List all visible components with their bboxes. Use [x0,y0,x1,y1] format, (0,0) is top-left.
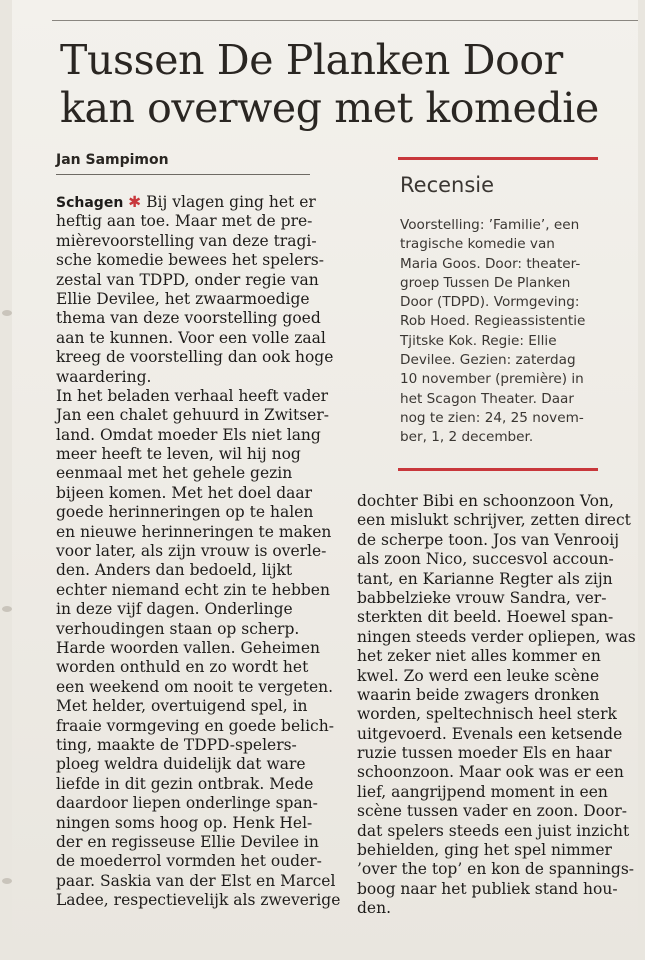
dateline: Schagen [56,195,124,211]
author-byline: Jan Sampimon [56,152,169,168]
body-line: paar. Saskia van der Elst en Marcel [56,871,336,890]
body-line: dat spelers steeds een juist inzicht [357,821,630,840]
review-box-line: Maria Goos. Door: theater- [400,255,581,272]
asterisk-icon: ✱ [128,193,142,211]
review-box-bottom-rule [398,468,598,471]
body-line: ’over the top’ en kon de spannings- [357,860,635,879]
review-box-top-rule [398,157,598,160]
body-line: in deze vijf dagen. Onderlinge [56,600,293,619]
body-line: bijeen komen. Met het doel daar [56,483,313,502]
top-rule [52,20,638,21]
body-line: scène tussen vader en zoon. Door- [357,802,628,821]
review-box-line: 10 november (première) in [400,371,584,388]
body-line: eenmaal met het gehele gezin [56,464,293,483]
body-line: der en regisseuse Ellie Devilee in [56,832,319,851]
body-line: verhoudingen staan op scherp. [56,619,300,638]
body-line: daardoor liepen onderlinge span- [56,794,318,813]
body-line: thema van deze voorstelling goed [56,309,321,328]
review-box-line: Rob Hoed. Regieassistentie [400,313,586,330]
body-line: worden onthuld en zo wordt het [56,658,309,677]
body-line: babbelzieke vrouw Sandra, ver- [357,588,607,607]
body-line: boog naar het publiek stand hou- [357,879,618,898]
body-line: sterkten dit beeld. Hoewel span- [357,608,614,627]
newspaper-clipping [12,0,638,960]
column-1-body [56,212,346,910]
article-column-2 [357,492,642,919]
body-line: waarin beide zwagers dronken [357,685,600,704]
body-line: ningen steeds verder opliepen, was [357,627,636,646]
body-line: het zeker niet alles kommer en [357,647,601,666]
article-column-1 [56,193,346,910]
body-line: aan te kunnen. Voor een volle zaal [56,328,326,347]
review-box-line: Tjitske Kok. Regie: Ellie [400,332,557,349]
body-line: den. [357,899,392,918]
review-box-line: Voorstelling: ’Familie’, een [400,217,580,233]
body-line: land. Omdat moeder Els niet lang [56,425,321,444]
body-line: sche komedie bewees het spelers- [56,251,324,270]
body-line: als zoon Nico, succesvol accoun- [357,550,614,569]
body-line: voor later, als zijn vrouw is overle- [56,542,327,561]
body-line: een mislukt schrijver, zetten direct [357,511,631,530]
body-line: ploeg weldra duidelijk dat ware [56,755,306,774]
review-box-line: ber, 1, 2 december. [400,429,534,446]
article-headline [60,36,640,132]
paper-mark [2,878,12,884]
body-line: In het beladen verhaal heeft vader [56,386,329,405]
body-line: ting, maakte de TDPD-spelers- [56,735,297,754]
headline-line-1: Tussen De Planken Door [60,36,563,84]
first-line [56,193,346,212]
body-line: behielden, ging het spel nimmer [357,841,612,860]
body-line: worden, speltechnisch heel sterk [357,705,617,724]
byline-rule [56,174,310,175]
review-box-line: Devilee. Gezien: zaterdag [400,352,576,369]
review-box-line: het Scagon Theater. Daar [400,390,574,407]
body-line: Ellie Devilee, het zwaarmoedige [56,289,310,308]
review-box-title: Recensie [400,173,495,197]
body-line: ruzie tussen moeder Els en haar [357,744,612,763]
body-line: mièrevoorstelling van deze tragi- [56,231,317,250]
body-line: heftig aan toe. Maar met de pre- [56,212,313,231]
body-line: Met helder, overtuigend spel, in [56,697,308,716]
body-line: liefde in dit gezin ontbrak. Mede [56,774,314,793]
review-box-line: nog te zien: 24, 25 novem- [400,409,584,426]
body-line: een weekend om nooit te vergeten. [56,677,334,696]
body-line: den. Anders dan bedoeld, lijkt [56,561,293,580]
body-line: de scherpe toon. Jos van Venrooij [357,530,620,549]
headline-line-2: kan overweg met komedie [60,84,599,132]
body-line: zestal van TDPD, onder regie van [56,270,319,289]
body-line: Jan een chalet gehuurd in Zwitser- [56,406,329,425]
review-box-body [400,216,635,448]
body-line: uitgevoerd. Evenals een ketsende [357,724,623,743]
body-line: ningen soms hoog op. Henk Hel- [56,813,313,832]
body-line: tant, en Karianne Regter als zijn [357,569,613,588]
review-box-line: tragische komedie van [400,236,555,253]
body-line: schoonzoon. Maar ook was er een [357,763,624,782]
body-line: meer heeft te leven, wil hij nog [56,445,301,464]
body-line: en nieuwe herinneringen te maken [56,522,332,541]
body-line: fraaie vormgeving en goede belich- [56,716,334,735]
paper-mark [2,310,12,316]
body-line: kwel. Zo werd een leuke scène [357,666,600,685]
body-line: Bij vlagen ging het er [141,193,316,211]
body-line: kreeg de voorstelling dan ook hoge [56,348,334,367]
review-box-line: groep Tussen De Planken [400,274,571,291]
body-line: Ladee, respectievelijk als zweverige [56,891,341,910]
body-line: lief, aangrijpend moment in een [357,782,608,801]
body-line: goede herinneringen op te halen [56,503,314,522]
body-line: Harde woorden vallen. Geheimen [56,638,320,657]
body-line: de moederrol vormden het ouder- [56,852,322,871]
review-box-line: Door (TDPD). Vormgeving: [400,294,580,311]
body-line: dochter Bibi en schoonzoon Von, [357,492,614,510]
paper-mark [2,606,12,612]
body-line: echter niemand echt zin te hebben [56,580,330,599]
body-line: waardering. [56,367,152,386]
